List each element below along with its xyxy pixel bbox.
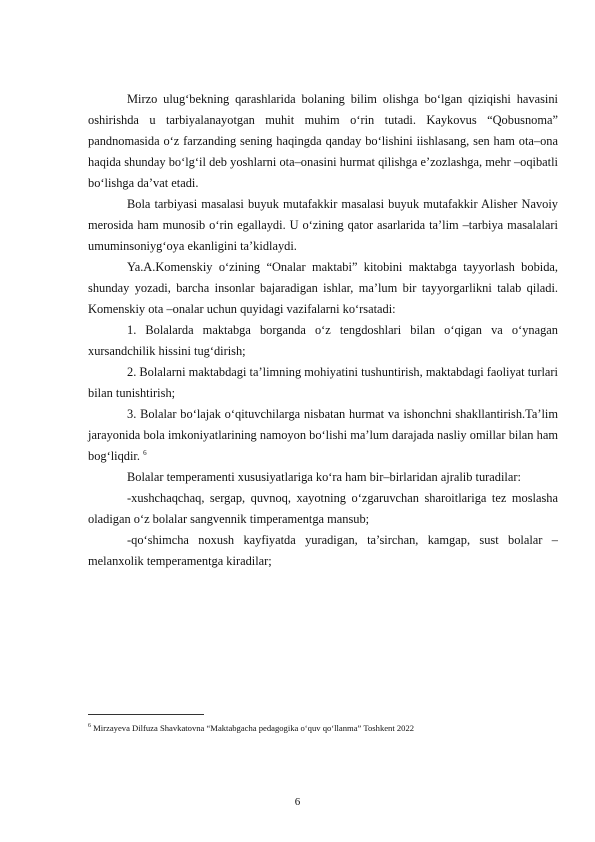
paragraph: Ya.A.Komenskiy o‘zining “Onalar maktabi” kitobini maktabga tayyorlash bobida, shunday yozadi, barcha insonlar bajaradigan ishlar, ma’lum bir tayyorgarlikni talab qiladi. Komenskiy ota –onalar uchun quyidagi vazifalarni ko‘rsatadi: <box>88 260 558 316</box>
footnote-marker: 6 <box>88 723 91 730</box>
footnote-reference: 6 <box>143 448 147 457</box>
list-item: 1. Bolalarda maktabga borganda o‘z tengdoshlari bilan o‘qigan va o‘ynagan xursandchilik hissini tug‘dirish; <box>88 323 558 358</box>
paragraph: Mirzo ulug‘bekning qarashlarida bolaning bilim olishga bo‘lgan qiziqishi havasini oshirishda u tarbiyalanayotgan muhit muhim o‘rin tutadi. Kaykovus “Qobusnoma” pandnomasida o‘z farzanding sening haqingda qanday bo‘lishini iishlasang, sen ham ota–ona haqida shunday bo‘lg‘il deb yoshlarni ota–onasini hurmat qilishga e’zozlashga, mehr –oqibatli bo‘lishga da’vat etadi. <box>88 92 558 190</box>
footnote <box>88 722 558 734</box>
footnote-divider <box>88 714 204 715</box>
page-number: 6 <box>294 796 301 808</box>
footnote-text: Mirzayeva Dilfuza Shavkatovna “Maktabgacha pedagogika o‘quv qo‘llanma” Toshkent 2022 <box>91 723 415 733</box>
body-text <box>88 89 558 572</box>
list-item <box>88 404 558 467</box>
paragraph: Bola tarbiyasi masalasi buyuk mutafakkir masalasi buyuk mutafakkir Alisher Navoiy merosida ham munosib o‘rin egallaydi. U o‘zining qator asarlarida ta’lim –tarbiya masalalari umuminsoniyg‘oya ekanligini ta’kidlaydi. <box>88 197 558 253</box>
list-item-text: 3. Bolalar bo‘lajak o‘qituvchilarga nisbatan hurmat va ishonchni shakllantirish.Ta’lim jarayonida bola imkoniyatlarining namoyon bo‘lishi ma’lum darajada nasliy omillar bilan ham bog‘liqdir. <box>88 407 558 463</box>
list-item: 2. Bolalarni maktabdagi ta’limning mohiyatini tushuntirish, maktabdagi faoliyat turlari bilan tunishtirish; <box>88 365 558 400</box>
paragraph: -qo‘shimcha noxush kayfiyatda yuradigan, ta’sirchan, kamgap, sust bolalar –melanxolik temperamentga kiradilar; <box>88 533 558 568</box>
paragraph: Bolalar temperamenti xususiyatlariga ko‘ra ham bir–birlaridan ajralib turadilar: <box>127 470 521 484</box>
paragraph: -xushchaqchaq, sergap, quvnoq, xayotning o‘zgaruvchan sharoitlariga tez moslasha oladigan o‘z bolalar sangvennik timperamentga mansub; <box>88 491 558 526</box>
